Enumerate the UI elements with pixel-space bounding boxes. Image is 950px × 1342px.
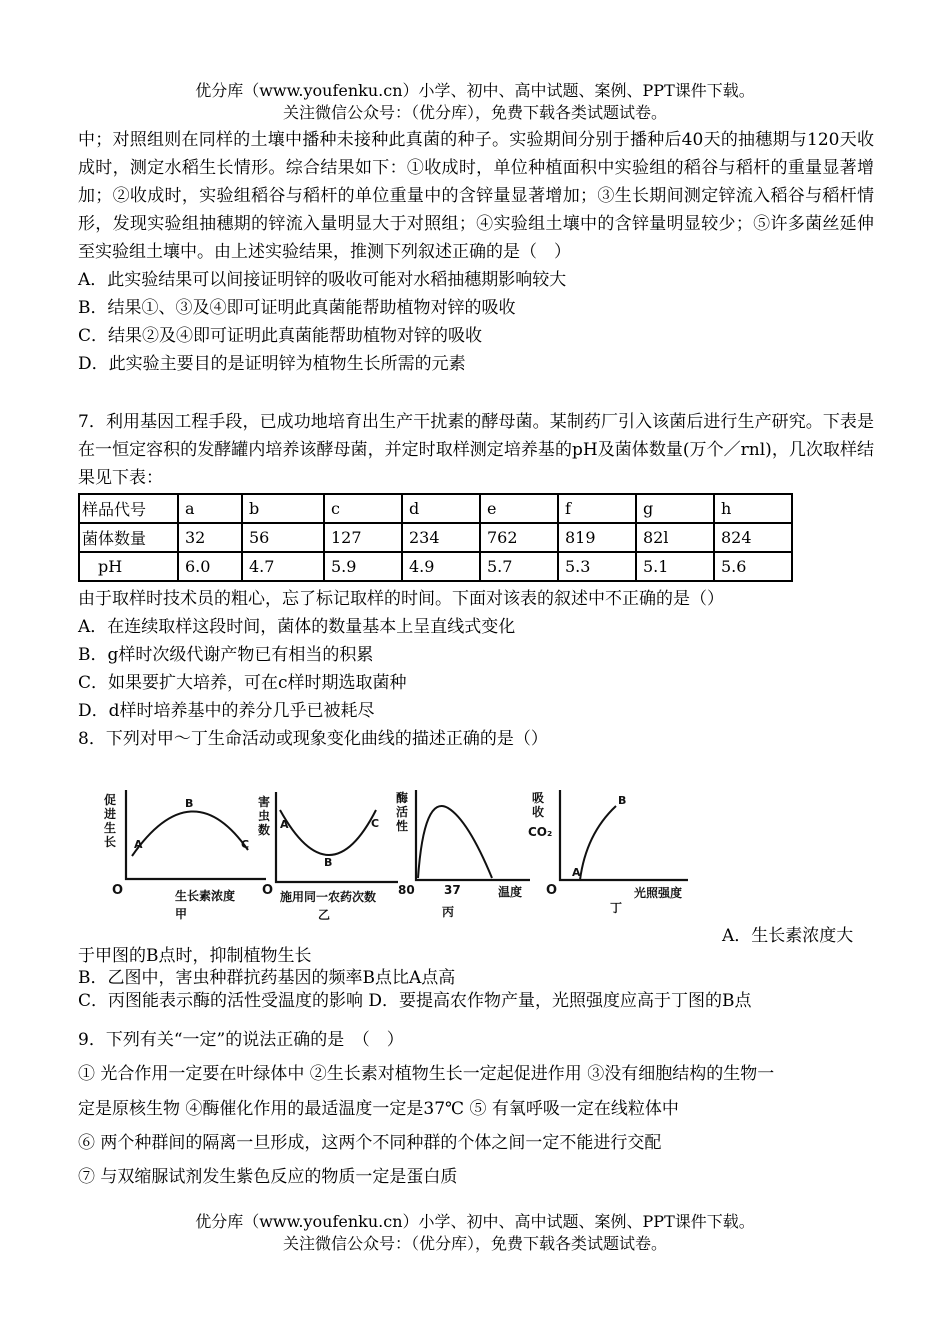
graph-bing-name: 丙 (442, 905, 455, 919)
table-cell: 6.0 (178, 552, 242, 581)
graph-yi-origin: O (262, 883, 274, 898)
table-cell: b (242, 494, 324, 523)
table-cell: 32 (178, 523, 242, 552)
graph-jia-point-b: B (185, 797, 194, 810)
graph-jia (103, 790, 266, 921)
table-cell: 5.7 (480, 552, 558, 581)
footer-line-2: 关注微信公众号：（优分库），免费下载各类试题试卷。 (282, 1234, 667, 1253)
graph-bing-ylabel-2: 活 (396, 805, 409, 819)
question-9 (78, 1024, 874, 1194)
header-line-2: 关注微信公众号：（优分库），免费下载各类试题试卷。 (282, 103, 667, 122)
footer-line-1: 优分库（www.youfenku.cn）小学、初中、高中试题、案例、PPT课件下载。 (195, 1212, 755, 1231)
graph-ding-ylabel-co2: CO₂ (528, 825, 553, 839)
question-9-items-1: ① 光合作用一定要在叶绿体中 ②生长素对植物生长一定起促进作用 ③没有细胞结构的生物一 (78, 1064, 775, 1084)
question-7-followup (78, 585, 874, 753)
graph-jia-origin: O (112, 883, 124, 898)
table-cell: c (324, 494, 402, 523)
table-cell: 5.6 (714, 552, 792, 581)
table-cell: 5.3 (558, 552, 636, 581)
table-cell: e (480, 494, 558, 523)
graph-yi-xlabel: 施用同一农药次数 (280, 890, 377, 904)
graph-ding-curve (580, 806, 616, 880)
table-cell: 5.1 (636, 552, 714, 581)
graph-bing-xlabel: 温度 (498, 885, 523, 899)
question-9-items-2: 定是原核生物 ④酶催化作用的最适温度一定是37℃ ⑤ 有氧呼吸一定在线粒体中 (78, 1099, 679, 1119)
question-7 (78, 408, 874, 492)
question-9-stem: 9．下列有关“一定”的说法正确的是 （ ） (78, 1030, 404, 1050)
graph-bing-ylabel-3: 性 (396, 819, 409, 833)
graph-bing-axes (416, 790, 530, 880)
graph-jia-axes (126, 790, 266, 879)
question-7-option-a: A．在连续取样这段时间，菌体的数量基本上呈直线式变化 (78, 617, 516, 637)
graph-yi-ylabel-1: 害 (258, 795, 271, 809)
graph-ding-xlabel: 光照强度 (634, 886, 683, 900)
question-6-option-c: C．结果②及④即可证明此真菌能帮助植物对锌的吸收 (78, 326, 483, 346)
table-row (79, 494, 792, 523)
graph-jia-curve (132, 811, 248, 856)
question-8-option-a-line1: A．生长素浓度大 (722, 926, 854, 946)
graph-yi-point-c: C (371, 817, 380, 830)
table-cell: 4.7 (242, 552, 324, 581)
table-cell: 762 (480, 523, 558, 552)
question-7-option-c: C．如果要扩大培养，可在c样时期选取菌种 (78, 673, 407, 693)
table-cell: 82l (636, 523, 714, 552)
graph-yi-axes (276, 792, 398, 882)
graph-yi-name: 乙 (318, 908, 331, 922)
question-8-option-a-line2: 于甲图的B点时，抑制植物生长 (78, 946, 312, 966)
question-7-option-b: B．g样时次级代谢产物已有相当的积累 (78, 645, 374, 665)
graph-ding-ylabel-1: 吸 (532, 791, 545, 805)
question-7-option-d: D．d样时培养基中的养分几乎已被耗尽 (78, 701, 375, 721)
q8-figure (98, 782, 718, 926)
graph-ding-point-a: A (572, 866, 581, 879)
graph-ding-ylabel-2: 收 (532, 805, 545, 819)
table-cell: 127 (324, 523, 402, 552)
graph-yi-ylabel-3: 数 (258, 823, 271, 837)
table-cell: 5.9 (324, 552, 402, 581)
table-cell: 56 (242, 523, 324, 552)
table-cell: pH (79, 552, 178, 581)
table-cell: 234 (402, 523, 480, 552)
graph-jia-xlabel: 生长素浓度 (175, 889, 236, 903)
graph-jia-ylabel-2: 进 (104, 807, 117, 821)
question-8-option-b: B．乙图中，害虫种群抗药基因的频率B点比A点高 (78, 968, 456, 988)
table-cell: g (636, 494, 714, 523)
question-6-option-b: B．结果①、③及④即可证明此真菌能帮助植物对锌的吸收 (78, 298, 516, 318)
graph-jia-ylabel-1: 促 (104, 793, 117, 807)
graph-ding-point-b: B (618, 794, 627, 807)
question-9-items-3: ⑥ 两个种群间的隔离一旦形成，这两个不同种群的个体之间一定不能进行交配 (78, 1133, 662, 1153)
graph-bing-curve (418, 806, 492, 878)
table-cell: f (558, 494, 636, 523)
graph-ding-name: 丁 (610, 901, 623, 915)
page-footer (0, 1211, 950, 1255)
question-8-option-c-d: C．丙图能表示酶的活性受温度的影响 D．要提高农作物产量，光照强度应高于丁图的B点 (78, 991, 752, 1011)
graph-yi-point-a: A (280, 818, 289, 831)
graph-jia-point-c: C (241, 838, 250, 851)
question-6 (78, 126, 874, 378)
question-6-option-d: D．此实验主要目的是证明锌为植物生长所需的元素 (78, 354, 466, 374)
header-line-1: 优分库（www.youfenku.cn）小学、初中、高中试题、案例、PPT课件下载。 (195, 81, 755, 100)
table-cell: 4.9 (402, 552, 480, 581)
graph-bing-tick-80: 80 (398, 883, 415, 897)
question-7-after: 由于取样时技术员的粗心，忘了标记取样的时间。下面对该表的叙述中不正确的是（） (78, 589, 724, 609)
question-6-stem: 中；对照组则在同样的土壤中播种未接种此真菌的种子。实验期间分别于播种后40天的抽穗期与120天收成时，测定水稻生长情形。综合结果如下：①收成时，单位种植面积中实验组的稻谷与稻杆的重量显著增加；②收成时，实验组稻谷与稻杆的单位重量中的含锌量显著增加；③生长期间测定锌流入稻谷与稻杆情形，发现实验组抽穗期的锌流入量明显大于对照组；④实验组土壤中的含锌量明显较少；⑤许多菌丝延伸至实验组土壤中。由上述实验结果，推测下列叙述正确的是（ ） (78, 130, 874, 262)
page-header (0, 80, 950, 124)
table-cell: 样品代号 (79, 494, 178, 523)
table-cell: d (402, 494, 480, 523)
q8-graphs (98, 782, 718, 922)
table-cell: a (178, 494, 242, 523)
graph-jia-name: 甲 (175, 907, 188, 921)
table-row (79, 523, 792, 552)
table-row (79, 552, 792, 581)
graph-ding (528, 790, 688, 915)
graph-ding-origin: O (546, 883, 558, 898)
graph-jia-point-a: A (134, 838, 143, 851)
graph-bing (396, 790, 530, 919)
graph-jia-ylabel-3: 生 (104, 821, 117, 835)
table-cell: 819 (558, 523, 636, 552)
graph-bing-tick-37: 37 (444, 883, 461, 897)
graph-jia-ylabel-4: 长 (104, 835, 117, 849)
question-7-stem: 7．利用基因工程手段，已成功地培育出生产干扰素的酵母菌。某制药厂引入该菌后进行生产研究。下表是在一恒定容积的发酵罐内培养该酵母菌，并定时取样测定培养基的pH及菌体数量(万个／rnl)，几次取样结果见下表： (78, 412, 874, 488)
graph-yi (258, 792, 398, 922)
table-cell: h (714, 494, 792, 523)
graph-yi-point-b: B (324, 856, 333, 869)
table-cell: 824 (714, 523, 792, 552)
graph-bing-ylabel-1: 酶 (396, 791, 409, 805)
question-6-option-a: A．此实验结果可以间接证明锌的吸收可能对水稻抽穗期影响较大 (78, 270, 567, 290)
graph-yi-ylabel-2: 虫 (258, 809, 271, 823)
question-8-stem: 8．下列对甲～丁生命活动或现象变化曲线的描述正确的是（） (78, 729, 548, 749)
question-9-items-4: ⑦ 与双缩脲试剂发生紫色反应的物质一定是蛋白质 (78, 1167, 458, 1187)
table-cell: 菌体数量 (79, 523, 178, 552)
graph-yi-curve (280, 810, 376, 855)
sample-table (78, 493, 793, 582)
